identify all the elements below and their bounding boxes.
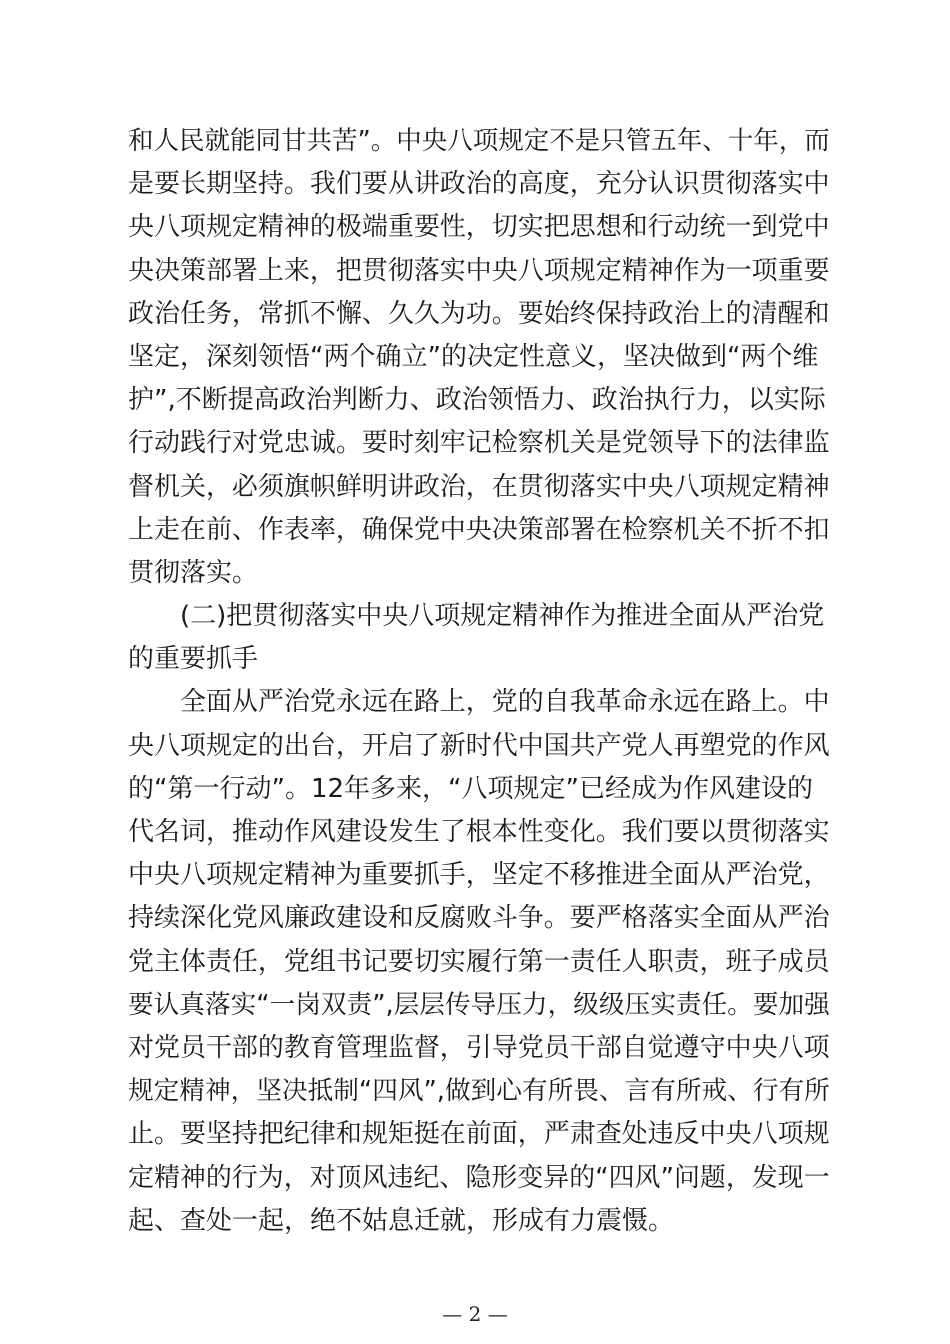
text-line: 和人民就能同甘共苦”。中央八项规定不是只管五年、十年，而 bbox=[128, 126, 830, 156]
text-line: 央八项规定的出台，开启了新时代中国共产党人再塑党的作风 bbox=[128, 730, 830, 761]
text-line: 督机关，必须旗帜鲜明讲政治，在贯彻落实中央八项规定精神 bbox=[128, 471, 830, 502]
text-line: 贯彻落实。 bbox=[128, 557, 259, 588]
text-line: 护”,不断提高政治判断力、政治领悟力、政治执行力，以实际 bbox=[128, 385, 826, 416]
text-line: 上走在前、作表率，确保党中央决策部署在检察机关不折不扣 bbox=[128, 514, 830, 545]
text-line: 对党员干部的教育管理监督，引导党员干部自觉遵守中央八项 bbox=[128, 1032, 830, 1063]
text-line: 全面从严治党永远在路上，党的自我革命永远在路上。中 bbox=[128, 687, 830, 718]
text-line: 要认真落实“一岗双责”,层层传导压力，级级压实责任。要加强 bbox=[128, 989, 830, 1020]
text-line: 是要长期坚持。我们要从讲政治的高度，充分认识贯彻落实中 bbox=[128, 169, 830, 200]
text-line: 坚定，深刻领悟“两个确立”的决定性意义，坚决做到“两个维 bbox=[128, 341, 819, 372]
text-line: 的“第一行动”。12年多来，“八项规定”已经成为作风建设的 bbox=[128, 773, 813, 804]
text-line: 政治任务，常抓不懈、久久为功。要始终保持政治上的清醒和 bbox=[128, 298, 830, 329]
text-line: 代名词，推动作风建设发生了根本性变化。我们要以贯彻落实 bbox=[128, 817, 830, 847]
text-line: 规定精神，坚决抵制“四风”,做到心有所畏、言有所戒、行有所 bbox=[128, 1076, 830, 1107]
text-line: 持续深化党风廉政建设和反腐败斗争。要严格落实全面从严治 bbox=[128, 903, 830, 934]
text-line: 止。要坚持把纪律和规矩挺在前面，严肃查处违反中央八项规 bbox=[128, 1119, 830, 1150]
section-heading-line: 的重要抓手 bbox=[128, 644, 259, 675]
text-line: 中央八项规定精神为重要抓手，坚定不移推进全面从严治党， bbox=[128, 860, 830, 891]
section-heading-line: (二)把贯彻落实中央八项规定精神作为推进全面从严治党 bbox=[128, 601, 825, 632]
text-line: 定精神的行为，对顶风违纪、隐形变异的“四风”问题，发现一 bbox=[128, 1162, 830, 1193]
text-line: 党主体责任，党组书记要切实履行第一责任人职责，班子成员 bbox=[128, 946, 830, 977]
page-number: — 2 — bbox=[442, 1302, 508, 1326]
text-line: 央决策部署上来，把贯彻落实中央八项规定精神作为一项重要 bbox=[128, 255, 830, 286]
text-line: 起、查处一起，绝不姑息迁就，形成有力震慑。 bbox=[128, 1205, 675, 1236]
text-line: 央八项规定精神的极端重要性，切实把思想和行动统一到党中 bbox=[128, 212, 830, 243]
text-line: 行动践行对党忠诚。要时刻牢记检察机关是党领导下的法律监 bbox=[128, 428, 830, 459]
body-text bbox=[128, 120, 830, 1243]
